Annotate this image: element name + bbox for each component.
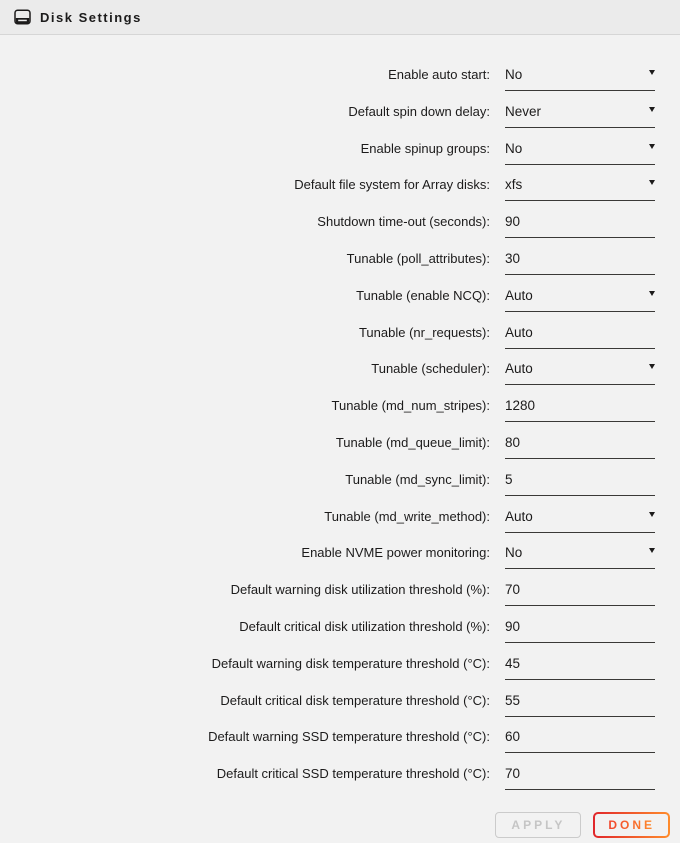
- field-label: Enable NVME power monitoring:: [301, 545, 490, 561]
- text-input[interactable]: [505, 692, 655, 717]
- form-row: [0, 544, 680, 569]
- form-row: [0, 581, 680, 606]
- text-input[interactable]: [505, 324, 655, 349]
- field-label: Enable auto start:: [388, 67, 490, 82]
- form-row: [0, 250, 680, 275]
- field-label: Tunable (md_num_stripes):: [331, 398, 490, 414]
- field-label: Default warning disk temperature threshold (°C):: [211, 655, 490, 671]
- form-row: [0, 287, 680, 312]
- form-row: [0, 324, 680, 349]
- form-row: [0, 66, 680, 91]
- chevron-down-icon: [649, 144, 655, 149]
- text-input[interactable]: [505, 728, 655, 753]
- text-input[interactable]: [505, 581, 655, 606]
- text-input[interactable]: [505, 213, 655, 238]
- field-label: Default warning disk utilization threshold (%):: [230, 582, 490, 598]
- text-input[interactable]: [505, 471, 655, 496]
- field-label: Tunable (enable NCQ):: [356, 287, 490, 303]
- form-row: [0, 508, 680, 533]
- form-row: [0, 728, 680, 753]
- field-label: Default critical disk utilization threshold (%):: [239, 618, 490, 634]
- form-rows: [0, 66, 680, 790]
- field-value: 80: [505, 434, 521, 450]
- form-row: [0, 618, 680, 643]
- form-row: [0, 176, 680, 201]
- form-row: [0, 397, 680, 422]
- select-field[interactable]: [505, 66, 655, 91]
- form-row: [0, 692, 680, 717]
- field-value: 90: [505, 618, 521, 634]
- select-field[interactable]: [505, 140, 655, 165]
- field-label: Tunable (md_queue_limit):: [335, 434, 490, 450]
- field-value: 90: [505, 214, 521, 230]
- field-label: Default warning SSD temperature threshold (°C):: [208, 729, 490, 745]
- text-input[interactable]: [505, 765, 655, 790]
- field-value: Never: [505, 103, 542, 119]
- form-row: [0, 213, 680, 238]
- field-value: 45: [505, 655, 521, 671]
- field-value: 30: [505, 250, 521, 266]
- form-row: [0, 765, 680, 790]
- chevron-down-icon: [649, 70, 655, 75]
- field-label: Default file system for Array disks:: [294, 177, 490, 193]
- field-value: No: [505, 545, 523, 561]
- field-value: 55: [505, 692, 521, 708]
- form-row: [0, 360, 680, 385]
- field-value: No: [505, 67, 523, 82]
- field-value: 1280: [505, 398, 536, 414]
- select-field[interactable]: [505, 287, 655, 312]
- chevron-down-icon: [649, 364, 655, 369]
- select-field[interactable]: [505, 103, 655, 128]
- field-label: Shutdown time-out (seconds):: [317, 214, 490, 230]
- field-value: Auto: [505, 508, 533, 524]
- field-label: Default critical disk temperature threshold (°C):: [220, 692, 490, 708]
- chevron-down-icon: [649, 548, 655, 553]
- form-row: [0, 103, 680, 128]
- chevron-down-icon: [649, 512, 655, 517]
- done-button-face: [595, 814, 668, 836]
- field-value: Auto: [505, 324, 533, 340]
- form-row: [0, 434, 680, 459]
- field-label: Tunable (poll_attributes):: [346, 250, 490, 266]
- select-field[interactable]: [505, 360, 655, 385]
- chevron-down-icon: [649, 291, 655, 296]
- disk-settings-form: [0, 35, 680, 838]
- select-field[interactable]: [505, 176, 655, 201]
- field-value: Auto: [505, 287, 533, 303]
- page-title: Disk Settings: [40, 9, 142, 25]
- form-row: [0, 140, 680, 165]
- text-input[interactable]: [505, 397, 655, 422]
- field-value: Auto: [505, 361, 533, 377]
- text-input[interactable]: [505, 250, 655, 275]
- done-button[interactable]: [593, 812, 670, 838]
- disk-drive-icon: [14, 9, 31, 25]
- field-value: 5: [505, 471, 513, 487]
- field-label: Tunable (nr_requests):: [358, 324, 490, 340]
- field-label: Enable spinup groups:: [360, 140, 490, 156]
- select-field[interactable]: [505, 508, 655, 533]
- form-actions: [0, 812, 670, 838]
- field-label: Default critical SSD temperature threshold (°C):: [216, 766, 490, 782]
- chevron-down-icon: [649, 180, 655, 185]
- form-row: [0, 471, 680, 496]
- select-field[interactable]: [505, 544, 655, 569]
- field-value: 70: [505, 582, 521, 598]
- field-label: Tunable (scheduler):: [371, 361, 490, 377]
- field-label: Default spin down delay:: [348, 103, 490, 119]
- field-value: 70: [505, 766, 521, 782]
- field-label: Tunable (md_write_method):: [324, 508, 490, 524]
- form-row: [0, 655, 680, 680]
- text-input[interactable]: [505, 434, 655, 459]
- field-label: Tunable (md_sync_limit):: [345, 471, 490, 487]
- field-value: No: [505, 140, 523, 156]
- done-button-label: DONE: [608, 818, 655, 833]
- apply-button[interactable]: APPLY: [495, 812, 581, 838]
- page-header: [0, 0, 680, 35]
- field-value: xfs: [505, 177, 523, 193]
- chevron-down-icon: [649, 107, 655, 112]
- text-input[interactable]: [505, 618, 655, 643]
- text-input[interactable]: [505, 655, 655, 680]
- field-value: 60: [505, 729, 521, 745]
